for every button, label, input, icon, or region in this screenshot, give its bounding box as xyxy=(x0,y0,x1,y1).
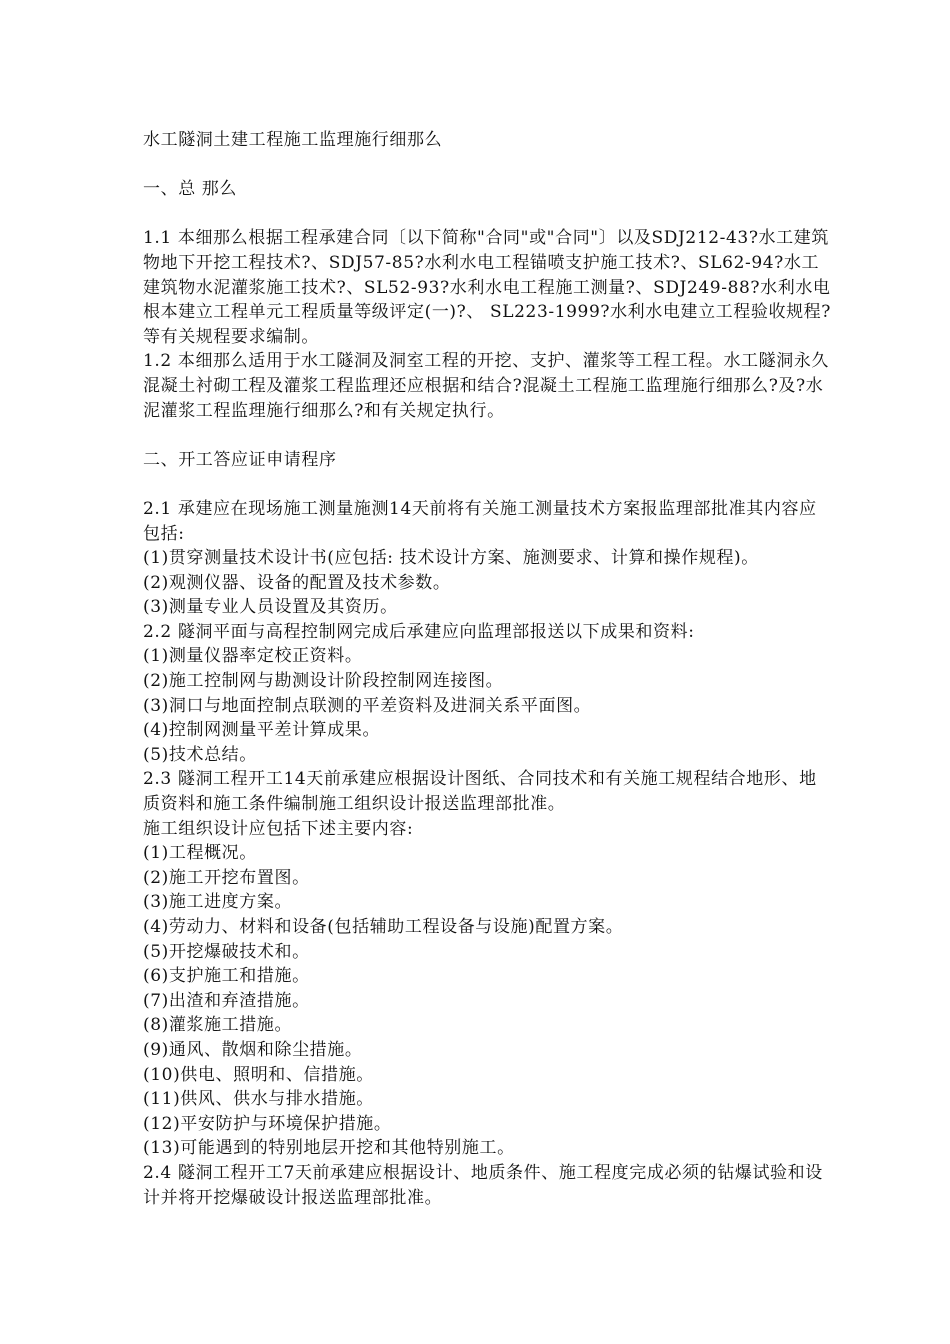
section-2-heading: 二、开工答应证申请程序 xyxy=(143,449,337,470)
clause-2-2: 2.2 隧洞平面与高程控制网完成后承建应向监理部报送以下成果和资料: xyxy=(143,621,695,642)
list-item: (2)施工开挖布置图。 xyxy=(143,867,310,888)
document-title: 水工隧洞土建工程施工监理施行细那么 xyxy=(143,130,443,150)
list-item: (7)出渣和弃渣措施。 xyxy=(143,990,310,1011)
list-item: (9)通风、散烟和除尘措施。 xyxy=(143,1039,363,1060)
list-item: (1)贯穿测量技术设计书(应包括: 技术设计方案、施测要求、计算和操作规程)。 xyxy=(143,548,759,569)
list-item: (3)洞口与地面控制点联测的平差资料及进洞关系平面图。 xyxy=(143,695,592,716)
list-item: (2)施工控制网与勘测设计阶段控制网连接图。 xyxy=(143,671,504,692)
clause-2-1: 2.1 承建应在现场施工测量施测14天前将有关施工测量技术方案报监理部批准其内容应包括: xyxy=(143,498,817,544)
list-item: (13)可能遇到的特别地层开挖和其他特别施工。 xyxy=(143,1138,515,1159)
clause-2-4: 2.4 隧洞工程开工7天前承建应根据设计、地质条件、施工程度完成必须的钻爆试验和设计并将开挖爆破设计报送监理部批准。 xyxy=(143,1162,823,1208)
list-item: (4)控制网测量平差计算成果。 xyxy=(143,720,381,741)
list-item: (10)供电、照明和、信措施。 xyxy=(143,1064,374,1085)
spacer xyxy=(143,202,833,227)
spacer xyxy=(143,472,833,497)
list-item: (6)支护施工和措施。 xyxy=(143,966,310,987)
list-item: (5)开挖爆破技术和。 xyxy=(143,941,310,962)
clause-2-3: 2.3 隧洞工程开工14天前承建应根据设计图纸、合同技术和有关施工规程结合地形、地质资料和施工条件编制施工组织设计报送监理部批准。 xyxy=(143,769,817,815)
list-item: (8)灌浆施工措施。 xyxy=(143,1015,293,1036)
clause-1-2: 1.2 本细那么适用于水工隧洞及洞室工程的开挖、支护、灌浆等工程工程。水工隧洞永久混凝土衬砌工程及灌浆工程监理还应根据和结合?混凝土工程施工监理施行细那么?及?水泥灌浆工程监理施行细那么?和有关规定执行。 xyxy=(143,351,830,421)
list-item: (1)测量仪器率定校正资料。 xyxy=(143,646,363,667)
document-body xyxy=(143,128,833,1210)
list-item: (2)观测仪器、设备的配置及技术参数。 xyxy=(143,572,451,593)
clause-1-1: 1.1 本细那么根据工程承建合同〔以下简称"合同"或"合同"〕以及SDJ212-43?水工建筑物地下开挖工程技术?、SDJ57-85?水利水电工程锚喷支护施工技术?、SL62-94?水工建筑物水泥灌浆施工技术?、SL52-93?水利水电工程施工测量?、SDJ249-88?水利水电根本建立工程单元工程质量等级评定(一)?、 SL223-1999?水利水电建立工程验收规程?等有关规程要求编制。 xyxy=(143,228,832,347)
spacer xyxy=(143,153,833,178)
list-item: (12)平安防护与环境保护措施。 xyxy=(143,1113,392,1134)
section-1-heading: 一、总 那么 xyxy=(143,179,238,200)
list-item: (3)施工进度方案。 xyxy=(143,892,293,913)
spacer xyxy=(143,423,833,448)
list-item: (1)工程概况。 xyxy=(143,843,257,864)
list-item: (3)测量专业人员设置及其资历。 xyxy=(143,597,398,618)
list-item: (5)技术总结。 xyxy=(143,744,257,765)
list-item: (4)劳动力、材料和设备(包括辅助工程设备与设施)配置方案。 xyxy=(143,917,624,937)
clause-2-3-intro: 施工组织设计应包括下述主要内容: xyxy=(143,818,414,839)
list-item: (11)供风、供水与排水措施。 xyxy=(143,1089,374,1110)
